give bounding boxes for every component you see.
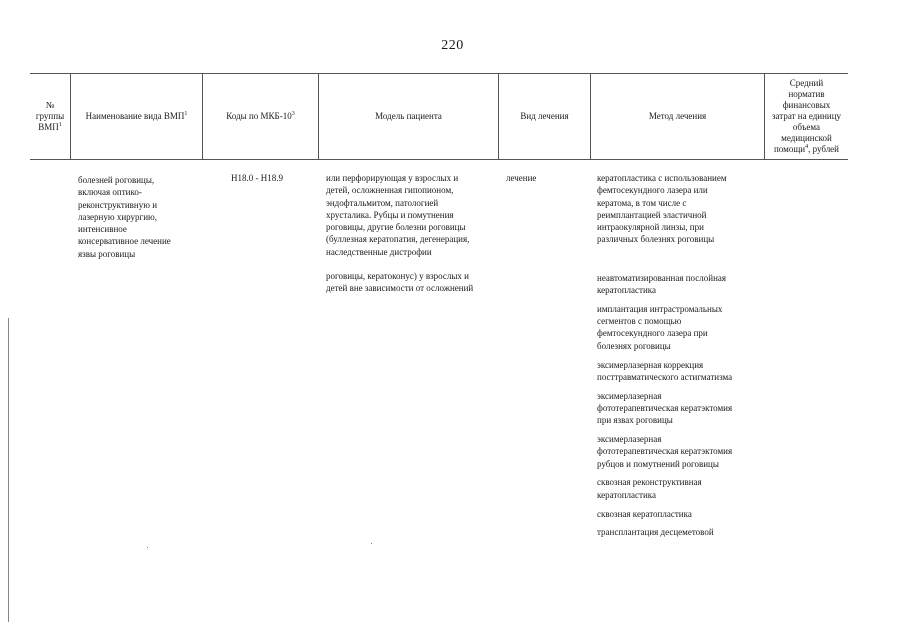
header-cost-line: медицинской (781, 133, 832, 143)
cell-methods (597, 172, 762, 545)
cell-name: болезней роговицы, включая оптико- реконструктивную и лазерную хирургию, интенсивное консервативное лечение язвы роговицы (78, 175, 171, 259)
header-cost-line: затрат на единицу (771, 111, 842, 121)
header-cost (765, 74, 848, 159)
method-item: эксимерлазерная фототерапевтическая кератэктомия при язвах роговицы (597, 390, 733, 426)
header-group-line: ВМП (38, 122, 59, 132)
header-cost-line: , рублей (808, 144, 839, 154)
header-method-label: Метод лечения (648, 111, 707, 121)
cell-codes: H18.0 - H18.9 (231, 173, 283, 183)
method-item: трансплантация десцеметовой (597, 527, 714, 538)
header-method (591, 74, 764, 159)
header-treatment-type-label: Вид лечения (520, 111, 569, 121)
header-codes-footnote: 3 (291, 111, 295, 117)
header-cost-line: Средний (789, 78, 824, 88)
header-name-footnote: 1 (184, 111, 188, 117)
header-bottom-rule (30, 159, 848, 160)
method-item: сквозная реконструктивная кератопластика (597, 477, 702, 500)
header-model (319, 74, 498, 159)
method-item: эксимерлазерная фототерапевтическая кератэктомия рубцов и помутнений роговицы (597, 434, 733, 469)
header-group (30, 74, 70, 159)
method-item: неавтоматизированная послойная кератопластика (597, 272, 727, 296)
header-codes-label: Коды по МКБ-10 (226, 111, 292, 121)
method-item: имплантация интрастромальных сегментов с помощью фемтосекундного лазера при болезнях роговицы (597, 303, 723, 351)
scan-speck (147, 547, 148, 548)
header-group-footnote: 1 (58, 122, 62, 128)
header-group-line: группы (35, 111, 65, 121)
header-cost-line: объема (792, 122, 821, 132)
method-item: кератопластика с использованием фемтосекундного лазера или кератома, в том числе с реимплантацией эластичной интраокулярной линзы, при различных болезнях роговицы (597, 173, 727, 245)
header-cost-footnote: 4 (805, 144, 809, 150)
method-item: эксимерлазерная коррекция посттравматического астигматизма (597, 359, 733, 382)
header-cost-line: финансовых (782, 100, 831, 110)
header-treatment-type (499, 74, 590, 159)
cell-model-part2: роговицы, кератоконус) у взрослых и детей вне зависимости от осложнений (326, 271, 474, 294)
header-cost-line: помощи (773, 144, 806, 154)
scan-speck (371, 543, 372, 544)
cell-treatment-type: лечение (506, 173, 537, 183)
method-item: сквозная кератопластика (597, 508, 692, 519)
header-group-line: № (45, 100, 55, 110)
page-number: 220 (441, 38, 464, 53)
header-cost-line: норматив (788, 89, 825, 99)
header-model-label: Модель пациента (375, 111, 442, 121)
header-name-label: Наименование вида ВМП (85, 111, 185, 121)
cell-model-part1: или перфорирующая у взрослых и детей, осложненная гипопионом, эндофтальмитом, патологией хрусталика. Рубцы и помутнения роговицы, другие болезни роговицы (буллезная кератопатия, дегенерация, наследственные дистрофии (326, 173, 470, 257)
header-codes (203, 74, 318, 159)
scan-margin-line (8, 318, 9, 622)
header-name (71, 74, 202, 159)
